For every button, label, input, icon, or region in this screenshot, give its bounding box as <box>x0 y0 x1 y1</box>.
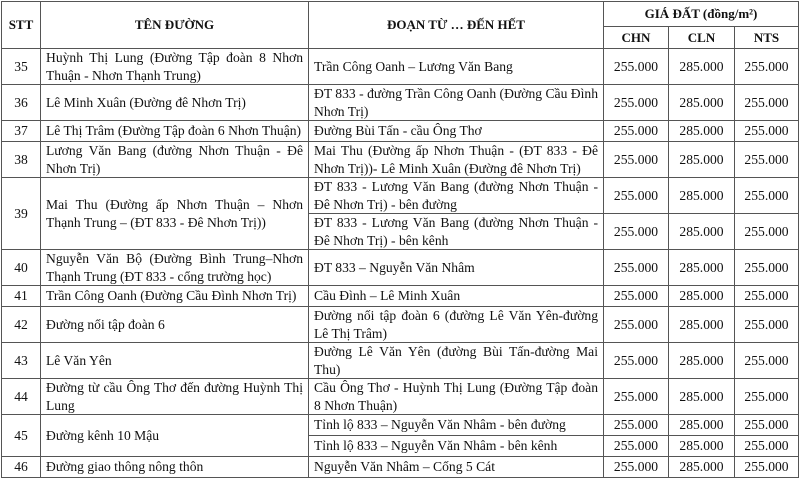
table-row <box>2 457 799 478</box>
street-name-cell: Lê Thị Trâm (Đường Tập đoàn 6 Nhơn Thuận) <box>41 121 309 142</box>
price-chn-cell: 255.000 <box>604 85 669 121</box>
stt-cell: 35 <box>2 49 41 85</box>
price-cln-cell: 285.000 <box>669 142 735 178</box>
stt-cell: 44 <box>2 379 41 415</box>
price-cln-cell: 285.000 <box>669 343 735 379</box>
table-row <box>2 178 799 214</box>
header-cln: CLN <box>669 27 735 49</box>
stt-cell: 36 <box>2 85 41 121</box>
price-chn-cell: 255.000 <box>604 214 669 250</box>
price-chn-cell: 255.000 <box>604 286 669 307</box>
segment-cell: Nguyễn Văn Nhâm – Cống 5 Cát <box>309 457 604 478</box>
segment-cell: Cầu Đình – Lê Minh Xuân <box>309 286 604 307</box>
segment-cell: ĐT 833 – Nguyễn Văn Nhâm <box>309 250 604 286</box>
price-cln-cell: 285.000 <box>669 307 735 343</box>
street-name-cell: Đường giao thông nông thôn <box>41 457 309 478</box>
segment-cell: Tỉnh lộ 833 – Nguyễn Văn Nhâm - bên kênh <box>309 436 604 457</box>
price-nts-cell: 255.000 <box>735 415 799 436</box>
segment-cell: Mai Thu (Đường ấp Nhơn Thuận - (ĐT 833 - Đê Nhơn Trị))- Lê Minh Xuân (Đường đê Nhơn Trị) <box>309 142 604 178</box>
price-cln-cell: 285.000 <box>669 85 735 121</box>
price-nts-cell: 255.000 <box>735 142 799 178</box>
table-row <box>2 49 799 85</box>
price-cln-cell: 285.000 <box>669 178 735 214</box>
price-nts-cell: 255.000 <box>735 250 799 286</box>
header-street-name: TÊN ĐƯỜNG <box>41 2 309 49</box>
stt-cell: 40 <box>2 250 41 286</box>
land-price-table <box>1 1 799 478</box>
header-nts: NTS <box>735 27 799 49</box>
price-cln-cell: 285.000 <box>669 415 735 436</box>
segment-cell: ĐT 833 - Lương Văn Bang (đường Nhơn Thuận - Đê Nhơn Trị) - bên kênh <box>309 214 604 250</box>
price-chn-cell: 255.000 <box>604 379 669 415</box>
header-land-price: GIÁ ĐẤT (đồng/m²) <box>604 2 799 27</box>
price-cln-cell: 285.000 <box>669 379 735 415</box>
price-cln-cell: 285.000 <box>669 436 735 457</box>
price-chn-cell: 255.000 <box>604 415 669 436</box>
segment-cell: Trần Công Oanh – Lương Văn Bang <box>309 49 604 85</box>
stt-cell: 41 <box>2 286 41 307</box>
segment-cell: Đường nối tập đoàn 6 (đường Lê Văn Yên-đường Lê Thị Trâm) <box>309 307 604 343</box>
table-row <box>2 121 799 142</box>
price-cln-cell: 285.000 <box>669 49 735 85</box>
price-chn-cell: 255.000 <box>604 343 669 379</box>
stt-cell: 38 <box>2 142 41 178</box>
price-nts-cell: 255.000 <box>735 457 799 478</box>
segment-cell: ĐT 833 - đường Trần Công Oanh (Đường Cầu Đình Nhơn Trị) <box>309 85 604 121</box>
price-chn-cell: 255.000 <box>604 49 669 85</box>
stt-cell: 42 <box>2 307 41 343</box>
price-nts-cell: 255.000 <box>735 85 799 121</box>
stt-cell: 43 <box>2 343 41 379</box>
header-chn: CHN <box>604 27 669 49</box>
table-row <box>2 343 799 379</box>
price-chn-cell: 255.000 <box>604 457 669 478</box>
stt-cell: 46 <box>2 457 41 478</box>
stt-cell: 39 <box>2 178 41 250</box>
price-chn-cell: 255.000 <box>604 121 669 142</box>
table-body <box>2 49 799 478</box>
price-nts-cell: 255.000 <box>735 214 799 250</box>
street-name-cell: Trần Công Oanh (Đường Cầu Đình Nhơn Trị) <box>41 286 309 307</box>
street-name-cell: Nguyễn Văn Bộ (Đường Bình Trung–Nhơn Thạnh Trung (ĐT 833 - cổng trường học) <box>41 250 309 286</box>
segment-cell: Cầu Ông Thơ - Huỳnh Thị Lung (Đường Tập đoàn 8 Nhơn Thuận) <box>309 379 604 415</box>
price-cln-cell: 285.000 <box>669 250 735 286</box>
price-nts-cell: 255.000 <box>735 307 799 343</box>
price-nts-cell: 255.000 <box>735 436 799 457</box>
price-nts-cell: 255.000 <box>735 121 799 142</box>
table-row <box>2 415 799 436</box>
table-row <box>2 307 799 343</box>
segment-cell: Tỉnh lộ 833 – Nguyễn Văn Nhâm - bên đường <box>309 415 604 436</box>
segment-cell: Đường Lê Văn Yên (đường Bùi Tấn-đường Mai Thu) <box>309 343 604 379</box>
street-name-cell: Lê Văn Yên <box>41 343 309 379</box>
table-row <box>2 379 799 415</box>
price-chn-cell: 255.000 <box>604 436 669 457</box>
street-name-cell: Huỳnh Thị Lung (Đường Tập đoàn 8 Nhơn Thuận - Nhơn Thạnh Trung) <box>41 49 309 85</box>
street-name-cell: Đường từ cầu Ông Thơ đến đường Huỳnh Thị Lung <box>41 379 309 415</box>
price-chn-cell: 255.000 <box>604 250 669 286</box>
price-nts-cell: 255.000 <box>735 286 799 307</box>
street-name-cell: Đường kênh 10 Mậu <box>41 415 309 457</box>
table-row <box>2 286 799 307</box>
stt-cell: 45 <box>2 415 41 457</box>
price-nts-cell: 255.000 <box>735 379 799 415</box>
segment-cell: ĐT 833 - Lương Văn Bang (đường Nhơn Thuận - Đê Nhơn Trị) - bên đường <box>309 178 604 214</box>
price-chn-cell: 255.000 <box>604 307 669 343</box>
price-nts-cell: 255.000 <box>735 343 799 379</box>
price-cln-cell: 285.000 <box>669 286 735 307</box>
header-stt: STT <box>2 2 41 49</box>
price-cln-cell: 285.000 <box>669 457 735 478</box>
street-name-cell: Lương Văn Bang (đường Nhơn Thuận - Đê Nhơn Trị) <box>41 142 309 178</box>
street-name-cell: Mai Thu (Đường ấp Nhơn Thuận – Nhơn Thạnh Trung – (ĐT 833 - Đê Nhơn Trị)) <box>41 178 309 250</box>
price-chn-cell: 255.000 <box>604 178 669 214</box>
price-chn-cell: 255.000 <box>604 142 669 178</box>
price-cln-cell: 285.000 <box>669 121 735 142</box>
street-name-cell: Đường nối tập đoàn 6 <box>41 307 309 343</box>
segment-cell: Đường Bùi Tấn - cầu Ông Thơ <box>309 121 604 142</box>
price-nts-cell: 255.000 <box>735 49 799 85</box>
street-name-cell: Lê Minh Xuân (Đường đê Nhơn Trị) <box>41 85 309 121</box>
table-row <box>2 250 799 286</box>
table-row <box>2 85 799 121</box>
table-row <box>2 142 799 178</box>
header-segment: ĐOẠN TỪ … ĐẾN HẾT <box>309 2 604 49</box>
price-cln-cell: 285.000 <box>669 214 735 250</box>
price-nts-cell: 255.000 <box>735 178 799 214</box>
stt-cell: 37 <box>2 121 41 142</box>
